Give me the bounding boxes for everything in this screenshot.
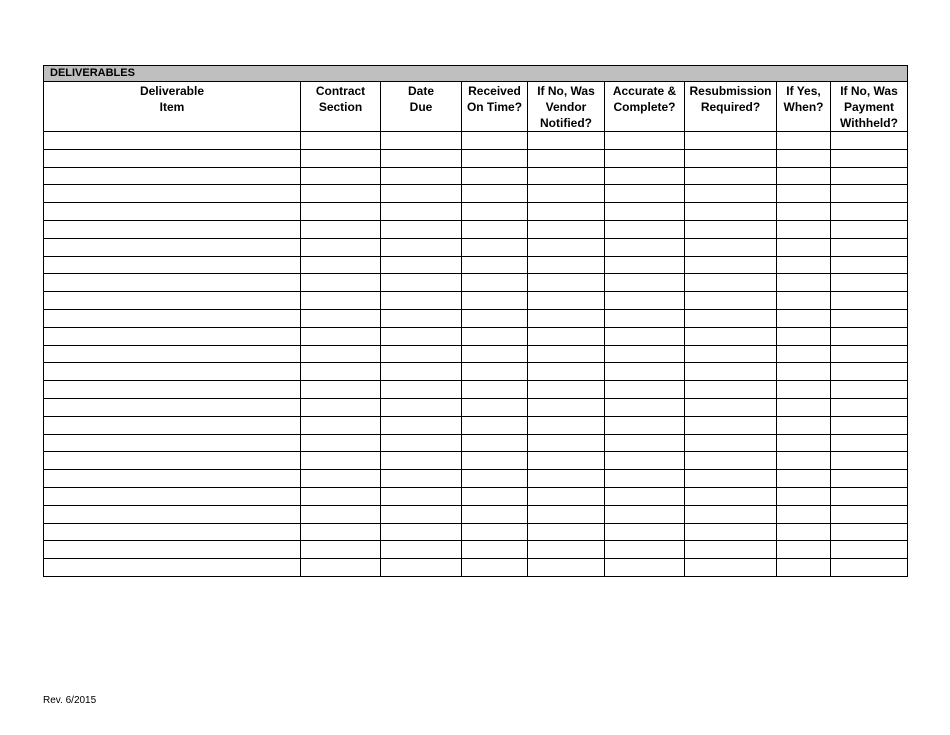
if-yes-when-cell[interactable] (777, 434, 831, 452)
date-due-cell[interactable] (381, 167, 462, 185)
col-header-line: If No, Was (537, 84, 595, 98)
deliverable-item-cell[interactable] (44, 487, 301, 505)
received-on-time-cell[interactable] (462, 559, 528, 577)
table-row (44, 452, 908, 470)
payment-withheld-cell[interactable] (831, 487, 908, 505)
table-row (44, 220, 908, 238)
deliverable-item-cell[interactable] (44, 238, 301, 256)
vendor-notified-cell[interactable] (528, 434, 605, 452)
payment-withheld-cell[interactable] (831, 256, 908, 274)
deliverables-table (43, 65, 908, 577)
if-yes-when-cell[interactable] (777, 452, 831, 470)
vendor-notified-cell[interactable] (528, 541, 605, 559)
resubmission-required-cell[interactable] (685, 470, 777, 488)
table-row (44, 541, 908, 559)
payment-withheld-cell[interactable] (831, 345, 908, 363)
col-header-line: Vendor (545, 100, 587, 114)
deliverable-item-cell[interactable] (44, 149, 301, 167)
received-on-time-cell[interactable] (462, 132, 528, 150)
contract-section-cell[interactable] (301, 523, 381, 541)
received-on-time-cell[interactable] (462, 541, 528, 559)
table-row (44, 559, 908, 577)
contract-section-cell[interactable] (301, 256, 381, 274)
accurate-complete-cell[interactable] (605, 363, 685, 381)
resubmission-required-cell[interactable] (685, 327, 777, 345)
date-due-cell[interactable] (381, 256, 462, 274)
if-yes-when-cell[interactable] (777, 238, 831, 256)
deliverable-item-cell[interactable] (44, 203, 301, 221)
resubmission-required-cell[interactable] (685, 203, 777, 221)
contract-section-cell[interactable] (301, 416, 381, 434)
resubmission-required-cell[interactable] (685, 487, 777, 505)
payment-withheld-cell[interactable] (831, 398, 908, 416)
deliverable-item-cell[interactable] (44, 167, 301, 185)
accurate-complete-cell[interactable] (605, 541, 685, 559)
table-row (44, 309, 908, 327)
col-header-deliverable-item (44, 82, 301, 132)
deliverable-item-cell[interactable] (44, 327, 301, 345)
revision-note: Rev. 6/2015 (43, 695, 97, 706)
resubmission-required-cell[interactable] (685, 292, 777, 310)
if-yes-when-cell[interactable] (777, 523, 831, 541)
received-on-time-cell[interactable] (462, 292, 528, 310)
resubmission-required-cell[interactable] (685, 220, 777, 238)
accurate-complete-cell[interactable] (605, 434, 685, 452)
date-due-cell[interactable] (381, 505, 462, 523)
table-row (44, 203, 908, 221)
contract-section-cell[interactable] (301, 185, 381, 203)
received-on-time-cell[interactable] (462, 309, 528, 327)
vendor-notified-cell[interactable] (528, 345, 605, 363)
col-header-line: On Time? (466, 100, 523, 114)
col-header-line: Payment (843, 100, 895, 114)
deliverable-item-cell[interactable] (44, 470, 301, 488)
contract-section-cell[interactable] (301, 274, 381, 292)
received-on-time-cell[interactable] (462, 256, 528, 274)
section-title: DELIVERABLES (44, 66, 908, 82)
accurate-complete-cell[interactable] (605, 167, 685, 185)
resubmission-required-cell[interactable] (685, 132, 777, 150)
table-row (44, 167, 908, 185)
deliverable-item-cell[interactable] (44, 220, 301, 238)
if-yes-when-cell[interactable] (777, 256, 831, 274)
table-row (44, 434, 908, 452)
contract-section-cell[interactable] (301, 292, 381, 310)
if-yes-when-cell[interactable] (777, 327, 831, 345)
date-due-cell[interactable] (381, 541, 462, 559)
table-row (44, 327, 908, 345)
col-header-line: Notified? (540, 116, 592, 130)
table-row (44, 416, 908, 434)
col-header-line: Resubmission (689, 84, 772, 98)
deliverable-item-cell[interactable] (44, 381, 301, 399)
payment-withheld-cell[interactable] (831, 185, 908, 203)
received-on-time-cell[interactable] (462, 363, 528, 381)
vendor-notified-cell[interactable] (528, 149, 605, 167)
vendor-notified-cell[interactable] (528, 381, 605, 399)
resubmission-required-cell[interactable] (685, 541, 777, 559)
date-due-cell[interactable] (381, 220, 462, 238)
if-yes-when-cell[interactable] (777, 185, 831, 203)
received-on-time-cell[interactable] (462, 345, 528, 363)
resubmission-required-cell[interactable] (685, 345, 777, 363)
contract-section-cell[interactable] (301, 470, 381, 488)
vendor-notified-cell[interactable] (528, 487, 605, 505)
table-row (44, 132, 908, 150)
resubmission-required-cell[interactable] (685, 185, 777, 203)
contract-section-cell[interactable] (301, 309, 381, 327)
contract-section-cell[interactable] (301, 541, 381, 559)
payment-withheld-cell[interactable] (831, 132, 908, 150)
if-yes-when-cell[interactable] (777, 132, 831, 150)
col-header-line: Received (468, 84, 521, 98)
if-yes-when-cell[interactable] (777, 363, 831, 381)
received-on-time-cell[interactable] (462, 434, 528, 452)
received-on-time-cell[interactable] (462, 505, 528, 523)
resubmission-required-cell[interactable] (685, 398, 777, 416)
vendor-notified-cell[interactable] (528, 309, 605, 327)
payment-withheld-cell[interactable] (831, 220, 908, 238)
accurate-complete-cell[interactable] (605, 256, 685, 274)
accurate-complete-cell[interactable] (605, 452, 685, 470)
contract-section-cell[interactable] (301, 238, 381, 256)
contract-section-cell[interactable] (301, 452, 381, 470)
col-header-line: Item (159, 100, 185, 114)
if-yes-when-cell[interactable] (777, 167, 831, 185)
received-on-time-cell[interactable] (462, 167, 528, 185)
if-yes-when-cell[interactable] (777, 345, 831, 363)
col-header-line: Due (409, 100, 433, 114)
accurate-complete-cell[interactable] (605, 274, 685, 292)
contract-section-cell[interactable] (301, 434, 381, 452)
accurate-complete-cell[interactable] (605, 505, 685, 523)
col-header-if-yes-when (777, 82, 831, 132)
col-header-received-on-time (462, 82, 528, 132)
table-row (44, 398, 908, 416)
table-row (44, 238, 908, 256)
resubmission-required-cell[interactable] (685, 416, 777, 434)
col-header-line: Withheld? (840, 116, 898, 130)
col-header-accurate-complete (605, 82, 685, 132)
date-due-cell[interactable] (381, 434, 462, 452)
table-row (44, 470, 908, 488)
contract-section-cell[interactable] (301, 167, 381, 185)
vendor-notified-cell[interactable] (528, 470, 605, 488)
vendor-notified-cell[interactable] (528, 327, 605, 345)
deliverable-item-cell[interactable] (44, 541, 301, 559)
payment-withheld-cell[interactable] (831, 523, 908, 541)
if-yes-when-cell[interactable] (777, 274, 831, 292)
payment-withheld-cell[interactable] (831, 363, 908, 381)
accurate-complete-cell[interactable] (605, 309, 685, 327)
resubmission-required-cell[interactable] (685, 363, 777, 381)
vendor-notified-cell[interactable] (528, 398, 605, 416)
contract-section-cell[interactable] (301, 363, 381, 381)
vendor-notified-cell[interactable] (528, 220, 605, 238)
col-header-resubmission-required (685, 82, 777, 132)
received-on-time-cell[interactable] (462, 203, 528, 221)
col-header-line: Complete? (613, 100, 676, 114)
table-row (44, 381, 908, 399)
accurate-complete-cell[interactable] (605, 132, 685, 150)
date-due-cell[interactable] (381, 523, 462, 541)
col-header-date-due (381, 82, 462, 132)
vendor-notified-cell[interactable] (528, 452, 605, 470)
resubmission-required-cell[interactable] (685, 559, 777, 577)
vendor-notified-cell[interactable] (528, 238, 605, 256)
payment-withheld-cell[interactable] (831, 327, 908, 345)
date-due-cell[interactable] (381, 149, 462, 167)
received-on-time-cell[interactable] (462, 238, 528, 256)
table-row (44, 256, 908, 274)
resubmission-required-cell[interactable] (685, 274, 777, 292)
resubmission-required-cell[interactable] (685, 256, 777, 274)
accurate-complete-cell[interactable] (605, 398, 685, 416)
table-row (44, 274, 908, 292)
vendor-notified-cell[interactable] (528, 505, 605, 523)
deliverable-item-cell[interactable] (44, 292, 301, 310)
received-on-time-cell[interactable] (462, 523, 528, 541)
vendor-notified-cell[interactable] (528, 167, 605, 185)
table-body (44, 132, 908, 577)
payment-withheld-cell[interactable] (831, 292, 908, 310)
date-due-cell[interactable] (381, 363, 462, 381)
deliverable-item-cell[interactable] (44, 363, 301, 381)
deliverables-form (43, 65, 907, 577)
received-on-time-cell[interactable] (462, 274, 528, 292)
accurate-complete-cell[interactable] (605, 381, 685, 399)
accurate-complete-cell[interactable] (605, 487, 685, 505)
deliverable-item-cell[interactable] (44, 434, 301, 452)
resubmission-required-cell[interactable] (685, 523, 777, 541)
received-on-time-cell[interactable] (462, 487, 528, 505)
col-header-line: Required? (700, 100, 761, 114)
if-yes-when-cell[interactable] (777, 309, 831, 327)
date-due-cell[interactable] (381, 185, 462, 203)
col-header-contract-section (301, 82, 381, 132)
accurate-complete-cell[interactable] (605, 559, 685, 577)
accurate-complete-cell[interactable] (605, 185, 685, 203)
received-on-time-cell[interactable] (462, 416, 528, 434)
contract-section-cell[interactable] (301, 345, 381, 363)
received-on-time-cell[interactable] (462, 327, 528, 345)
vendor-notified-cell[interactable] (528, 203, 605, 221)
payment-withheld-cell[interactable] (831, 309, 908, 327)
payment-withheld-cell[interactable] (831, 167, 908, 185)
contract-section-cell[interactable] (301, 381, 381, 399)
if-yes-when-cell[interactable] (777, 398, 831, 416)
accurate-complete-cell[interactable] (605, 203, 685, 221)
if-yes-when-cell[interactable] (777, 559, 831, 577)
if-yes-when-cell[interactable] (777, 416, 831, 434)
resubmission-required-cell[interactable] (685, 381, 777, 399)
date-due-cell[interactable] (381, 398, 462, 416)
accurate-complete-cell[interactable] (605, 220, 685, 238)
payment-withheld-cell[interactable] (831, 505, 908, 523)
date-due-cell[interactable] (381, 452, 462, 470)
payment-withheld-cell[interactable] (831, 416, 908, 434)
vendor-notified-cell[interactable] (528, 185, 605, 203)
deliverable-item-cell[interactable] (44, 345, 301, 363)
col-header-line: Section (318, 100, 363, 114)
accurate-complete-cell[interactable] (605, 416, 685, 434)
payment-withheld-cell[interactable] (831, 203, 908, 221)
vendor-notified-cell[interactable] (528, 523, 605, 541)
received-on-time-cell[interactable] (462, 220, 528, 238)
accurate-complete-cell[interactable] (605, 345, 685, 363)
col-header-line: Date (407, 84, 434, 98)
table-row (44, 149, 908, 167)
resubmission-required-cell[interactable] (685, 434, 777, 452)
date-due-cell[interactable] (381, 292, 462, 310)
date-due-cell[interactable] (381, 132, 462, 150)
date-due-cell[interactable] (381, 381, 462, 399)
received-on-time-cell[interactable] (462, 470, 528, 488)
table-row (44, 363, 908, 381)
vendor-notified-cell[interactable] (528, 274, 605, 292)
payment-withheld-cell[interactable] (831, 381, 908, 399)
col-header-vendor-notified (528, 82, 605, 132)
accurate-complete-cell[interactable] (605, 327, 685, 345)
contract-section-cell[interactable] (301, 398, 381, 416)
date-due-cell[interactable] (381, 203, 462, 221)
vendor-notified-cell[interactable] (528, 256, 605, 274)
payment-withheld-cell[interactable] (831, 238, 908, 256)
if-yes-when-cell[interactable] (777, 541, 831, 559)
deliverable-item-cell[interactable] (44, 559, 301, 577)
if-yes-when-cell[interactable] (777, 470, 831, 488)
contract-section-cell[interactable] (301, 149, 381, 167)
date-due-cell[interactable] (381, 470, 462, 488)
col-header-line: If No, Was (840, 84, 898, 98)
received-on-time-cell[interactable] (462, 452, 528, 470)
resubmission-required-cell[interactable] (685, 167, 777, 185)
vendor-notified-cell[interactable] (528, 416, 605, 434)
date-due-cell[interactable] (381, 487, 462, 505)
table-row (44, 523, 908, 541)
if-yes-when-cell[interactable] (777, 292, 831, 310)
payment-withheld-cell[interactable] (831, 274, 908, 292)
received-on-time-cell[interactable] (462, 398, 528, 416)
payment-withheld-cell[interactable] (831, 541, 908, 559)
resubmission-required-cell[interactable] (685, 309, 777, 327)
contract-section-cell[interactable] (301, 203, 381, 221)
date-due-cell[interactable] (381, 559, 462, 577)
deliverable-item-cell[interactable] (44, 274, 301, 292)
accurate-complete-cell[interactable] (605, 292, 685, 310)
date-due-cell[interactable] (381, 238, 462, 256)
accurate-complete-cell[interactable] (605, 238, 685, 256)
col-header-line: When? (783, 100, 824, 114)
deliverable-item-cell[interactable] (44, 398, 301, 416)
deliverable-item-cell[interactable] (44, 309, 301, 327)
deliverable-item-cell[interactable] (44, 132, 301, 150)
deliverable-item-cell[interactable] (44, 505, 301, 523)
contract-section-cell[interactable] (301, 559, 381, 577)
contract-section-cell[interactable] (301, 132, 381, 150)
received-on-time-cell[interactable] (462, 381, 528, 399)
deliverable-item-cell[interactable] (44, 523, 301, 541)
accurate-complete-cell[interactable] (605, 523, 685, 541)
col-header-payment-withheld (831, 82, 908, 132)
payment-withheld-cell[interactable] (831, 559, 908, 577)
vendor-notified-cell[interactable] (528, 559, 605, 577)
table-row (44, 292, 908, 310)
contract-section-cell[interactable] (301, 220, 381, 238)
column-header-row (44, 82, 908, 132)
if-yes-when-cell[interactable] (777, 220, 831, 238)
vendor-notified-cell[interactable] (528, 292, 605, 310)
vendor-notified-cell[interactable] (528, 132, 605, 150)
col-header-line: Contract (315, 84, 366, 98)
date-due-cell[interactable] (381, 309, 462, 327)
date-due-cell[interactable] (381, 274, 462, 292)
deliverable-item-cell[interactable] (44, 452, 301, 470)
if-yes-when-cell[interactable] (777, 487, 831, 505)
date-due-cell[interactable] (381, 327, 462, 345)
payment-withheld-cell[interactable] (831, 434, 908, 452)
col-header-line: Deliverable (139, 84, 205, 98)
resubmission-required-cell[interactable] (685, 505, 777, 523)
payment-withheld-cell[interactable] (831, 470, 908, 488)
payment-withheld-cell[interactable] (831, 452, 908, 470)
table-row (44, 505, 908, 523)
col-header-line: Accurate & (612, 84, 677, 98)
table-row (44, 185, 908, 203)
resubmission-required-cell[interactable] (685, 238, 777, 256)
resubmission-required-cell[interactable] (685, 452, 777, 470)
col-header-line: If Yes, (786, 84, 821, 98)
if-yes-when-cell[interactable] (777, 203, 831, 221)
vendor-notified-cell[interactable] (528, 363, 605, 381)
contract-section-cell[interactable] (301, 505, 381, 523)
accurate-complete-cell[interactable] (605, 149, 685, 167)
if-yes-when-cell[interactable] (777, 505, 831, 523)
date-due-cell[interactable] (381, 416, 462, 434)
accurate-complete-cell[interactable] (605, 470, 685, 488)
contract-section-cell[interactable] (301, 327, 381, 345)
table-row (44, 487, 908, 505)
received-on-time-cell[interactable] (462, 149, 528, 167)
deliverable-item-cell[interactable] (44, 256, 301, 274)
received-on-time-cell[interactable] (462, 185, 528, 203)
date-due-cell[interactable] (381, 345, 462, 363)
deliverable-item-cell[interactable] (44, 185, 301, 203)
resubmission-required-cell[interactable] (685, 149, 777, 167)
contract-section-cell[interactable] (301, 487, 381, 505)
if-yes-when-cell[interactable] (777, 381, 831, 399)
table-row (44, 345, 908, 363)
deliverable-item-cell[interactable] (44, 416, 301, 434)
payment-withheld-cell[interactable] (831, 149, 908, 167)
if-yes-when-cell[interactable] (777, 149, 831, 167)
